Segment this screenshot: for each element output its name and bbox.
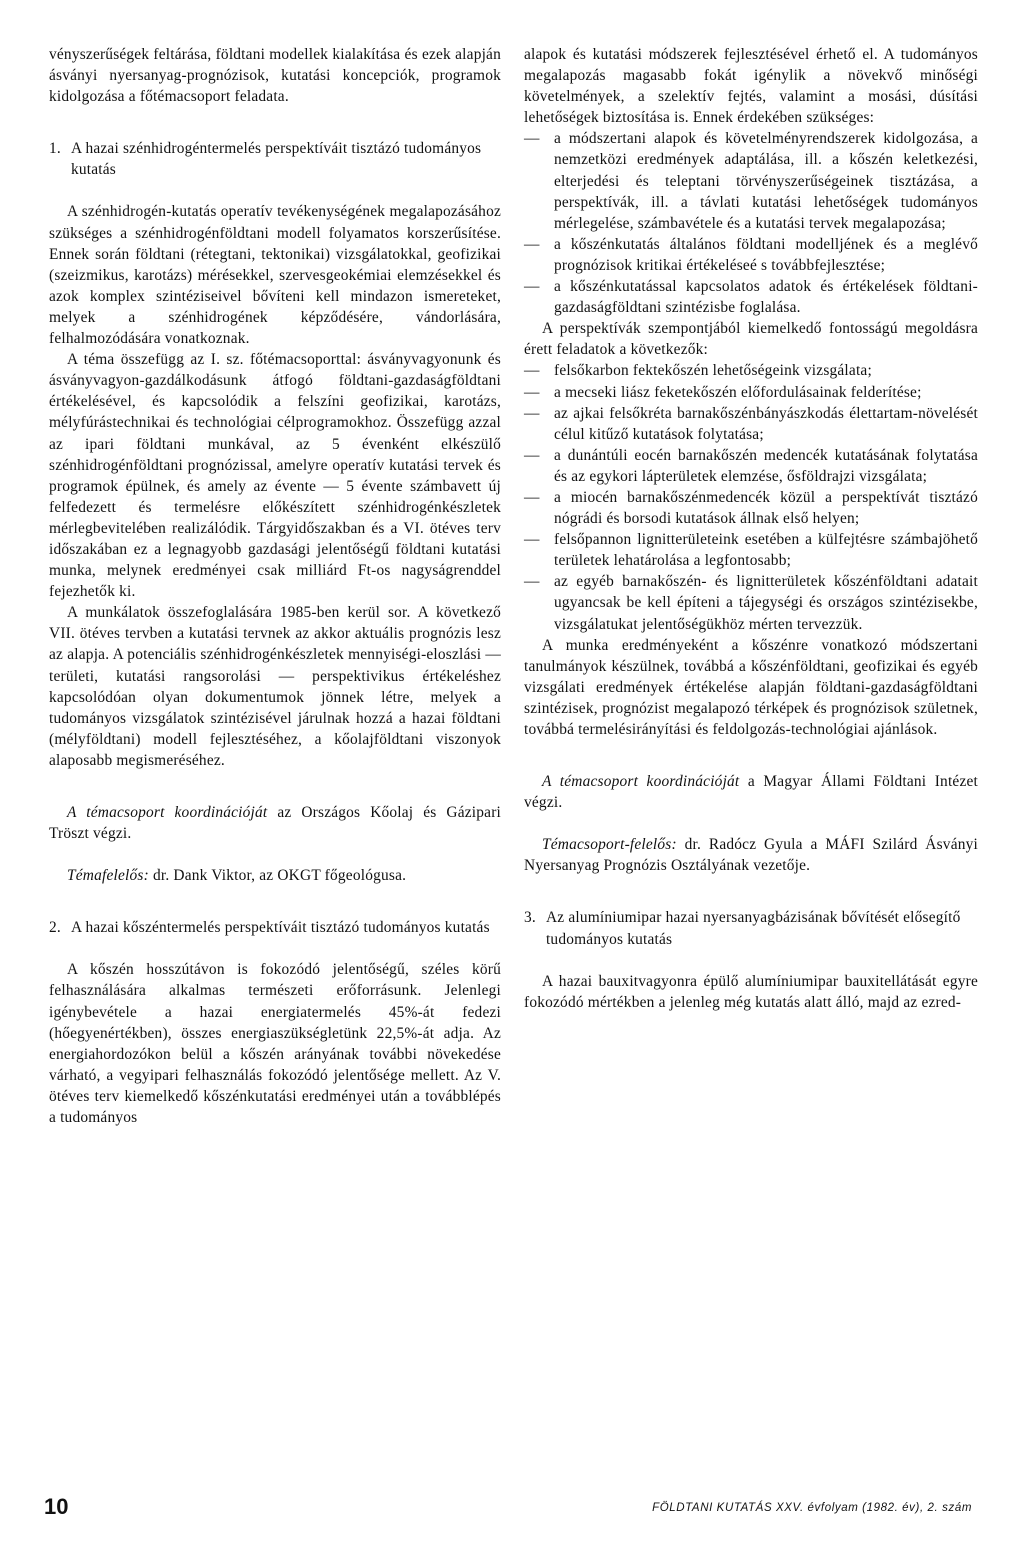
intro-paragraph: vényszerűségek feltárása, földtani modellek kialakítása és ezek alapján ásványi nyersanyag-prognózisok, kutatási koncepciók, programok kidolgozása a főtémacsoport feladata.	[49, 46, 501, 106]
coordination-text: a Magyar Állami Földtani Intézet végzi.	[524, 773, 979, 812]
section-2-title: A hazai kőszéntermelés perspektíváit tisztázó tudományos kutatás	[70, 919, 490, 937]
responsible-label: Témafelelős:	[67, 867, 149, 885]
list-item: — a miocén barnakőszénmedencék közül a perspektívát tisztázó nógrádi és borsodi kutatások állnak első helyen;	[524, 488, 978, 528]
section-1-title: A hazai szénhidrogéntermelés perspektíváit tisztázó tudományos kutatás	[70, 140, 482, 179]
tasks-intro: A perspektívák szempontjából kiemelkedő fontosságú megoldásra érett feladatok a következők:	[524, 320, 978, 359]
list-item: — felsőpannon lignitterületeink esetében a külfejtésre számbajöhető területek lehatárolása a legfontosabb;	[524, 531, 978, 570]
list-item: — a dunántúli eocén barnakőszén medencék kutatásának folytatása és az egykori lápterületek elemzése, ősföldrajzi vizsgálata;	[524, 446, 978, 485]
left-column	[49, 44, 501, 1128]
coordination-label: A témacsoport koordinációját	[542, 773, 740, 791]
section-2-responsible	[524, 834, 978, 876]
responsible-text: dr. Radócz Gyula a MÁFI Szilárd Ásványi Nyersanyag Prognózis Osztályának vezetője.	[524, 836, 978, 875]
coordination-text: az Országos Kőolaj és Gázipari Tröszt végzi.	[49, 804, 502, 843]
section-2-number: 2.	[49, 919, 61, 937]
section-1-paragraph: A munkálatok összefoglalására 1985-ben kerül sor. A következő VII. ötéves tervben a kutatási tervnek az akkor aktuális prognózis lesz az alapja. A potenciális szénhidrogénkészletek mennyiségi-eloszlási — területi, kutatási rangsorolási — perspektivikus értékeléshez kapcsolódóan olyan dokumentumok jönnek létre, melyek a tudományos vizsgálatok szintézisével járulnak hozzá a hazai földtani (mélyföldtani) modell fejlesztéséhez, a kőolajföldtani viszonyok alaposabb megismeréséhez.	[49, 604, 501, 769]
list-item: — a mecseki liász feketekőszén előfordulásainak felderítése;	[524, 383, 922, 401]
coordination-label: A témacsoport koordinációját	[67, 804, 268, 821]
tasks-list	[524, 360, 978, 634]
responsible-label: Témacsoport-felelős:	[542, 836, 677, 854]
list-item: — az ajkai felsőkréta barnakőszénbányászkodás élettartam-növelését célul kitűző kutatások folytatása;	[524, 404, 978, 443]
section-1-coordination	[49, 802, 501, 844]
section-3-number: 3.	[524, 909, 536, 927]
section-1-number: 1.	[49, 140, 61, 158]
responsible-text: dr. Dank Viktor, az OKGT főgeológusa.	[148, 867, 407, 885]
list-item: — a módszertani alapok és követelményrendszerek kidolgozása, a nemzetközi eredmények adaptálása, ill. a kőszén keletkezési, elterjedési és teleptani törvényszerűségeinek tisztázása, a perspektívák, ill. a távlati kutatási lehetőségek tudományos mérlegelése, számbavétele és a kutatási tervek megalapozása;	[524, 130, 978, 232]
continued-paragraph: alapok és kutatási módszerek fejlesztésével érhető el. A tudományos megalapozás magasabb fokát igénylik a növekvő minőségi követelmények, a szelektív fejtés, valamint a mosási, dúsítási lehetőségek biztosítása is. Ennek érdekében szükséges:	[524, 46, 978, 127]
section-1-heading	[49, 138, 501, 180]
results-paragraph: A munka eredményeként a kőszénre vonatkozó módszertani tanulmányok készülnek, továbbá a kőszénföldtani, geofizikai és egyéb vizsgálati eredmények értékelése alapján földtani-gazdaságföldtani szintézisek, prognózist megalapozó térképek és prognózisok születnek, továbbá termelésirányítási és feldolgozás-technológiai ajánlások.	[524, 636, 978, 738]
page-number: 10	[44, 1494, 69, 1519]
section-2-paragraph: A kőszén hosszútávon is fokozódó jelentőségű, széles körű felhasználására alkalmas természeti erőforrásunk. Jelenlegi igénybevétele a hazai energiatermelés 45%-át fedezi (hőegyenértékben), összes energiaszükségletünk 22,5%-át adja. Az energiahordozókon belül a kőszén arányának további növekedése várható, a vegyipari felhasználás fokozódó jelentősége mellett. Az V. ötéves terv kiemelkedő kőszénkutatási eredményei után a továbblépés a tudományos	[49, 961, 501, 1127]
section-3-title: Az alumíniumipar hazai nyersanyagbázisának bővítését elősegítő tudományos kutatás	[545, 909, 961, 948]
journal-citation: FÖLDTANI KUTATÁS XXV. évfolyam (1982. év), 2. szám	[652, 1502, 972, 1514]
list-item: — a kőszénkutatással kapcsolatos adatok és értékelések földtani-gazdaságföldtani szintézisbe foglalása.	[524, 278, 978, 317]
section-2-coordination	[524, 771, 978, 813]
section-1-responsible	[49, 865, 501, 886]
list-item: — felsőkarbon fektekőszén lehetőségeink vizsgálata;	[524, 362, 872, 380]
right-column	[524, 44, 978, 1013]
list-item: — az egyéb barnakőszén- és lignitterületek kőszénföldtani adatait ugyancsak be kell építeni a tájegységi és országos szintézisekbe, vizsgálatukat jelentőségükhöz mérten tervezzük.	[524, 573, 978, 633]
page-footer	[44, 1494, 980, 1522]
section-1-paragraph: A szénhidrogén-kutatás operatív tevékenységének megalapozásához szükséges a szénhidrogénföldtani modell folyamatos korszerűsítése. Ennek során földtani (rétegtani, tektonikai) vizsgálatokkal, geofizikai (szeizmikus, karotázs) mérésekkel, szervesgeokémiai elemzésekkel és azok komplex szintéziseivel bővíteni kell mindazon ismereteket, melyek a szénhidrogének képződésére, vándorlására, felhalmozódására vonatkoznak.	[49, 203, 501, 348]
section-3-heading	[524, 907, 978, 949]
list-item: — a kőszénkutatás általános földtani modelljének és a meglévő prognózisok kritikai értékeléseé s továbbfejlesztése;	[524, 235, 978, 274]
section-1-paragraph: A téma összefügg az I. sz. főtémacsoporttal: ásványvagyonunk és ásványvagyon-gazdálkodásunk átfogó földtani-gazdaságföldtani értékelésével, és kapcsolódik a felszíni geofizikai, karotázs, mélyfúrástechnikai és technológiai célprogramokhoz. Összefügg azzal az ipari földtani munkával, az 5 évenként elkészülő szénhidrogénföldtani prognózissal, amelyre operatív kutatási tervek és programok épülnek, és amely az évente — 5 évente számbavett új felfedezett és termelésre előkészített szénhidrogénkészletek mérlegbevitelében realizálódik. Tárgyidőszakban és a VI. ötéves terv időszakában ez a legnagyobb gazdasági jelentőségű földtani kutatási munka, melynek eredményei csak milliárd Ft-os nagyságrenddel fejezhetők ki.	[49, 351, 501, 601]
requirements-list	[524, 128, 978, 318]
section-3-paragraph: A hazai bauxitvagyonra épülő alumíniumipar bauxitellátását egyre fokozódó mértékben a jelenleg még kutatás alatt álló, majd az ezred-	[524, 972, 978, 1011]
section-2-heading	[49, 917, 501, 938]
